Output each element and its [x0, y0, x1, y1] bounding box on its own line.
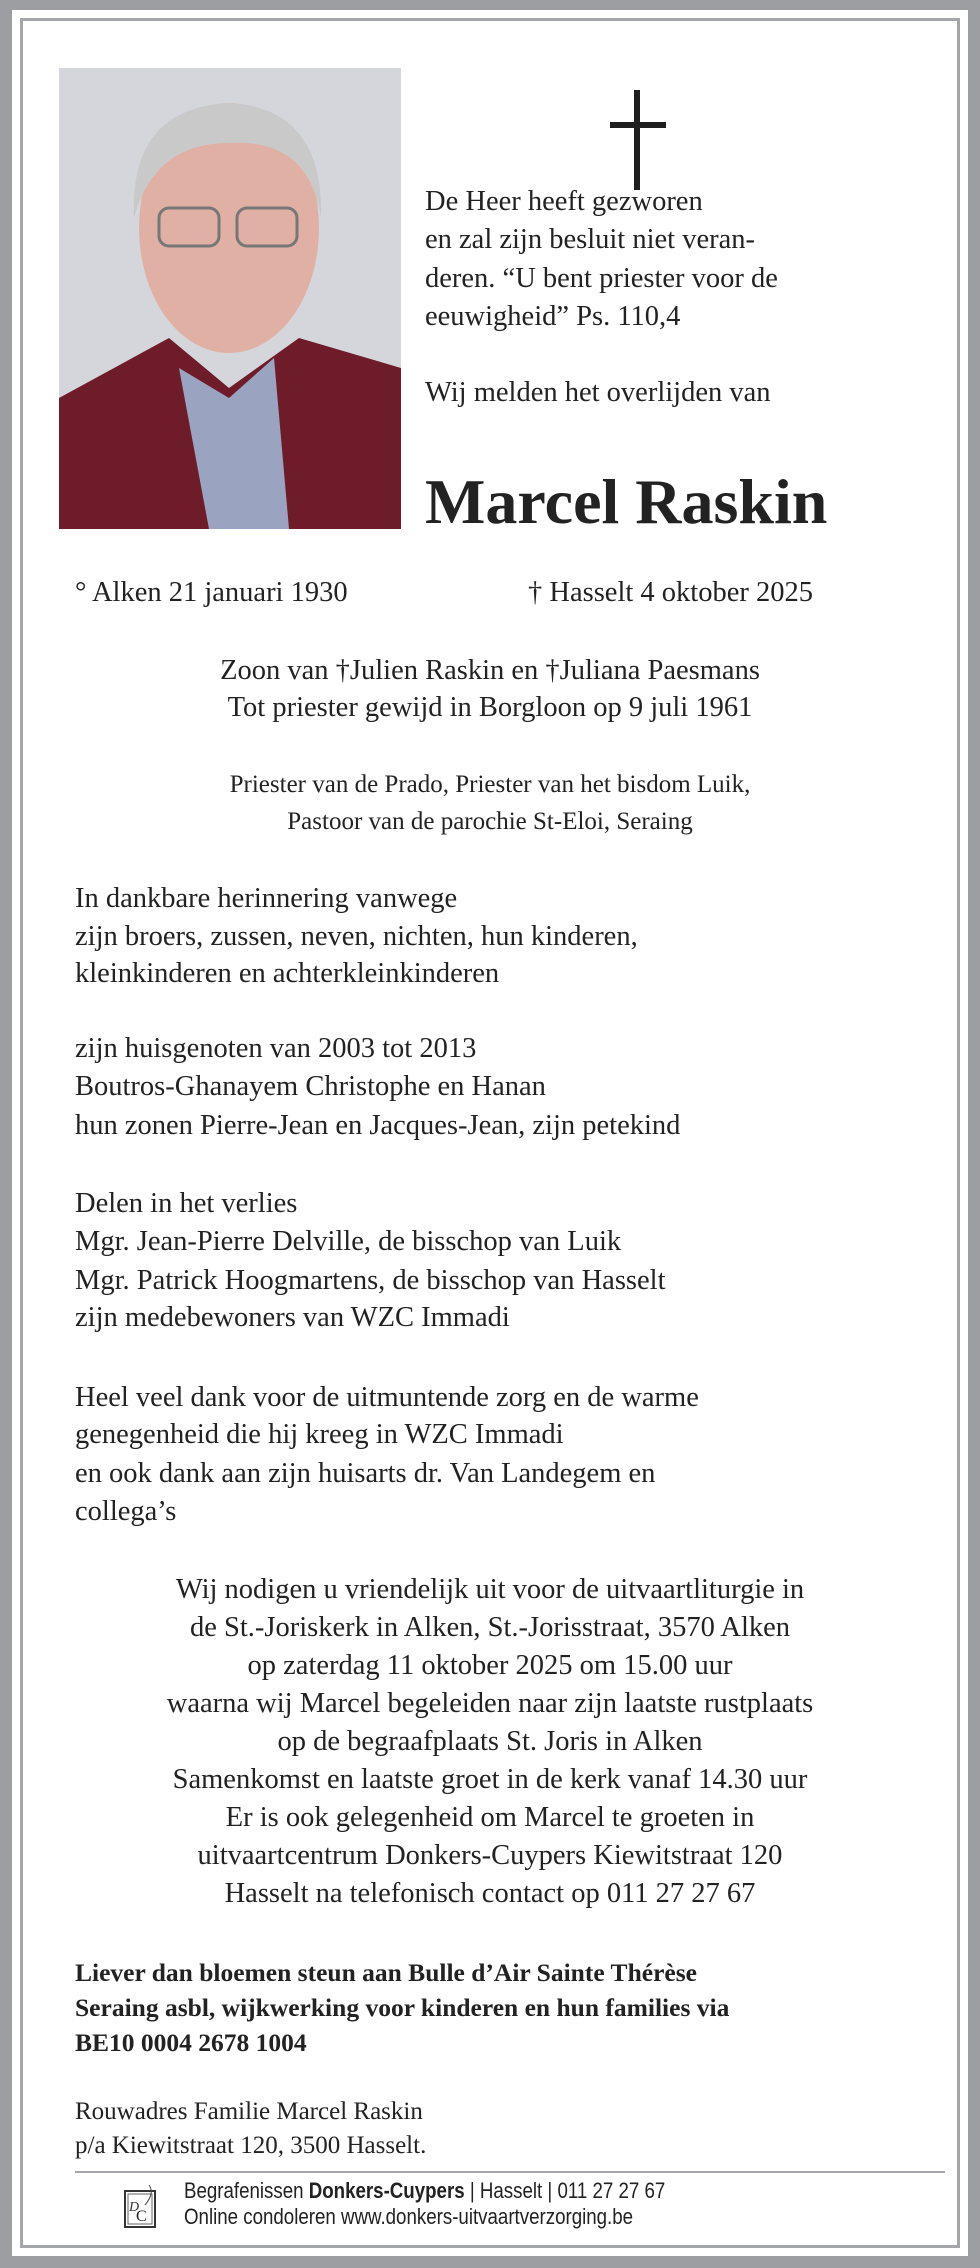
- donation-line: Liever dan bloemen steun aan Bulle d’Air Sainte Thérèse: [75, 1958, 697, 1987]
- sharing-line: Mgr. Patrick Hoogmartens, de bisschop van Hasselt: [75, 1265, 666, 1296]
- housemates-line: Boutros-Ghanayem Christophe en Hanan: [75, 1071, 546, 1102]
- funeral-line: op de begraafplaats St. Joris in Alken: [277, 1726, 703, 1757]
- footer-divider: [75, 2171, 945, 2173]
- thanks-line: collega’s: [75, 1496, 177, 1527]
- online-condolences: [184, 2204, 633, 2230]
- housemates-line: zijn huisgenoten van 2003 tot 2013: [75, 1033, 477, 1064]
- website-link[interactable]: www.donkers-uitvaartverzorging.be: [340, 2204, 634, 2229]
- funeral-line: Er is ook gelegenheid om Marcel te groeten in: [225, 1802, 755, 1833]
- quote-line: De Heer heeft gezworen: [425, 186, 703, 217]
- cross-icon: [610, 90, 666, 190]
- ordination-line: Tot priester gewijd in Borgloon op 9 juli 1961: [227, 692, 753, 723]
- quote-line: en zal zijn besluit niet veran-: [425, 224, 755, 255]
- address-line: p/a Kiewitstraat 120, 3500 Hasselt.: [75, 2132, 427, 2159]
- svg-text:C: C: [136, 2208, 147, 2225]
- funeral-line: op zaterdag 11 oktober 2025 om 15.00 uur: [247, 1650, 733, 1681]
- thanks-line: Heel veel dank voor de uitmuntende zorg en de warme: [75, 1382, 699, 1413]
- thanks-line: en ook dank aan zijn huisarts dr. Van Landegem en: [75, 1458, 656, 1489]
- deceased-name: Marcel Raskin: [425, 466, 828, 537]
- funeral-line: Wij nodigen u vriendelijk uit voor de uitvaartliturgie in: [175, 1574, 805, 1605]
- family-line: zijn broers, zussen, neven, nichten, hun kinderen,: [75, 921, 638, 952]
- funeral-line: Samenkomst en laatste groet in de kerk vanaf 14.30 uur: [172, 1764, 808, 1795]
- address-line: Rouwadres Familie Marcel Raskin: [75, 2098, 423, 2125]
- funeral-home-logo-icon: [119, 2183, 163, 2231]
- funeral-line: waarna wij Marcel begeleiden naar zijn laatste rustplaats: [166, 1688, 814, 1719]
- announcement: Wij melden het overlijden van: [425, 377, 771, 408]
- funeral-home-name: Donkers-Cuypers: [308, 2178, 465, 2203]
- housemates-line: hun zonen Pierre-Jean en Jacques-Jean, zijn petekind: [75, 1110, 681, 1141]
- portrait-photo: [59, 68, 401, 529]
- family-line: kleinkinderen en achterkleinkinderen: [75, 958, 500, 989]
- funeral-home-contact: | Hasselt | 011 27 27 67: [464, 2178, 666, 2203]
- birth-info: ° Alken 21 januari 1930: [75, 577, 348, 608]
- sharing-line: Delen in het verlies: [75, 1188, 298, 1219]
- death-info: † Hasselt 4 oktober 2025: [528, 577, 813, 608]
- quote-line: eeuwigheid” Ps. 110,4: [425, 301, 681, 332]
- roles-line: Priester van de Prado, Priester van het bisdom Luik,: [229, 771, 751, 798]
- sharing-line: Mgr. Jean-Pierre Delville, de bisschop van Luik: [75, 1226, 622, 1257]
- thanks-line: genegenheid die hij kreeg in WZC Immadi: [75, 1419, 564, 1450]
- funeral-line: Hasselt na telefonisch contact op 011 27 27 67: [224, 1878, 756, 1909]
- sharing-line: zijn medebewoners van WZC Immadi: [75, 1302, 510, 1333]
- footer-prefix: Begrafenissen: [184, 2178, 309, 2203]
- parents-line: Zoon van †Julien Raskin en †Juliana Paesmans: [220, 655, 760, 686]
- roles-line: Pastoor van de parochie St-Eloi, Seraing: [287, 808, 693, 835]
- family-line: In dankbare herinnering vanwege: [75, 883, 458, 914]
- quote-line: deren. “U bent priester voor de: [425, 263, 778, 294]
- funeral-home-info: [184, 2178, 665, 2204]
- donation-line: BE10 0004 2678 1004: [75, 2028, 307, 2057]
- donation-line: Seraing asbl, wijkwerking voor kinderen en hun families via: [75, 1993, 730, 2022]
- funeral-line: de St.-Joriskerk in Alken, St.-Jorisstraat, 3570 Alken: [189, 1612, 791, 1643]
- svg-text:D: D: [129, 2200, 140, 2215]
- online-label: Online condoleren: [184, 2204, 341, 2229]
- funeral-line: uitvaartcentrum Donkers-Cuypers Kiewitstraat 120: [197, 1840, 783, 1871]
